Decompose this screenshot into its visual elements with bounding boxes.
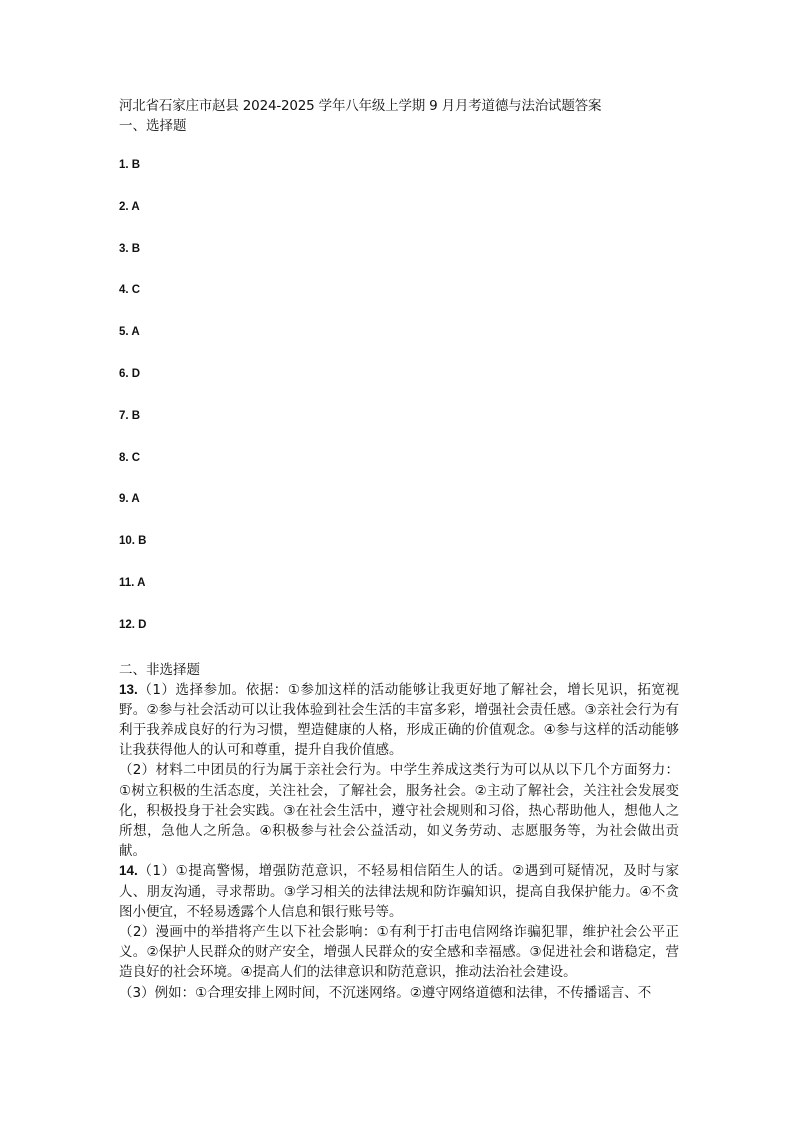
answer-item: 1. B	[119, 159, 141, 171]
q13-number: 13.	[119, 681, 138, 697]
section-heading-multiple-choice: 一、选择题	[119, 118, 187, 134]
document-page	[119, 96, 679, 1003]
answer-item: 4. C	[119, 284, 141, 297]
answer-item: 5. A	[119, 326, 140, 339]
document-title: 河北省石家庄市赵县 2024-2025 学年八年级上学期 9 月月考道德与法治试题答案	[119, 98, 602, 114]
answer-item: 11. A	[119, 576, 146, 589]
q14-part1	[119, 861, 679, 922]
answer-list	[119, 156, 679, 658]
answer-item: 9. A	[119, 493, 140, 506]
q14-part2: （2）漫画中的举措将产生以下社会影响：①有利于打击电信网络诈骗犯罪，维护社会公平正义。②保护人民群众的财产安全，增强人民群众的安全感和幸福感。③促进社会和谐稳定，营造良好的社会环境。④提高人们的法律意识和防范意识，推动法治社会建设。	[119, 924, 679, 981]
answer-item: 12. D	[119, 618, 147, 631]
answer-item: 2. A	[119, 200, 140, 213]
answer-item: 3. B	[119, 242, 141, 255]
q14-part1-text: （1）①提高警惕，增强防范意识，不轻易相信陌生人的话。②遇到可疑情况，及时与家人、朋友沟通，寻求帮助。③学习相关的法律法规和防诈骗知识，提高自我保护能力。④不贪图小便宜，不轻易透露个人信息和银行账号等。	[119, 863, 679, 920]
q14-number: 14.	[119, 863, 138, 879]
q13-part1-text: （1）选择参加。依据：①参加这样的活动能够让我更好地了解社会，增长见识，拓宽视野。②参与社会活动可以让我体验到社会生活的丰富多彩，增强社会责任感。③亲社会行为有利于我养成良好的行为习惯，塑造健康的人格，形成正确的价值观念。④参与这样的活动能够让我获得他人的认可和尊重，提升自我价值感。	[119, 681, 679, 759]
q13-part1	[119, 680, 679, 761]
answer-item: 10. B	[119, 535, 147, 548]
answer-item: 7. B	[119, 409, 141, 422]
section-heading-non-choice: 二、非选择题	[119, 661, 200, 678]
q13-part2: （2）材料二中团员的行为属于亲社会行为。中学生养成这类行为可以从以下几个方面努力：①树立积极的生活态度，关注社会，了解社会，服务社会。②主动了解社会，关注社会发展变化，积极投身于社会实践。③在社会生活中，遵守社会规则和习俗，热心帮助他人，想他人之所想，急他人之所急。④积极参与社会公益活动，如义务劳动、志愿服务等，为社会做出贡献。	[119, 762, 679, 860]
q14-part3: （3）例如：①合理安排上网时间，不沉迷网络。②遵守网络道德和法律，不传播谣言、不	[119, 984, 652, 1001]
answer-item: 6. D	[119, 367, 141, 380]
answer-item: 8. C	[119, 451, 141, 464]
